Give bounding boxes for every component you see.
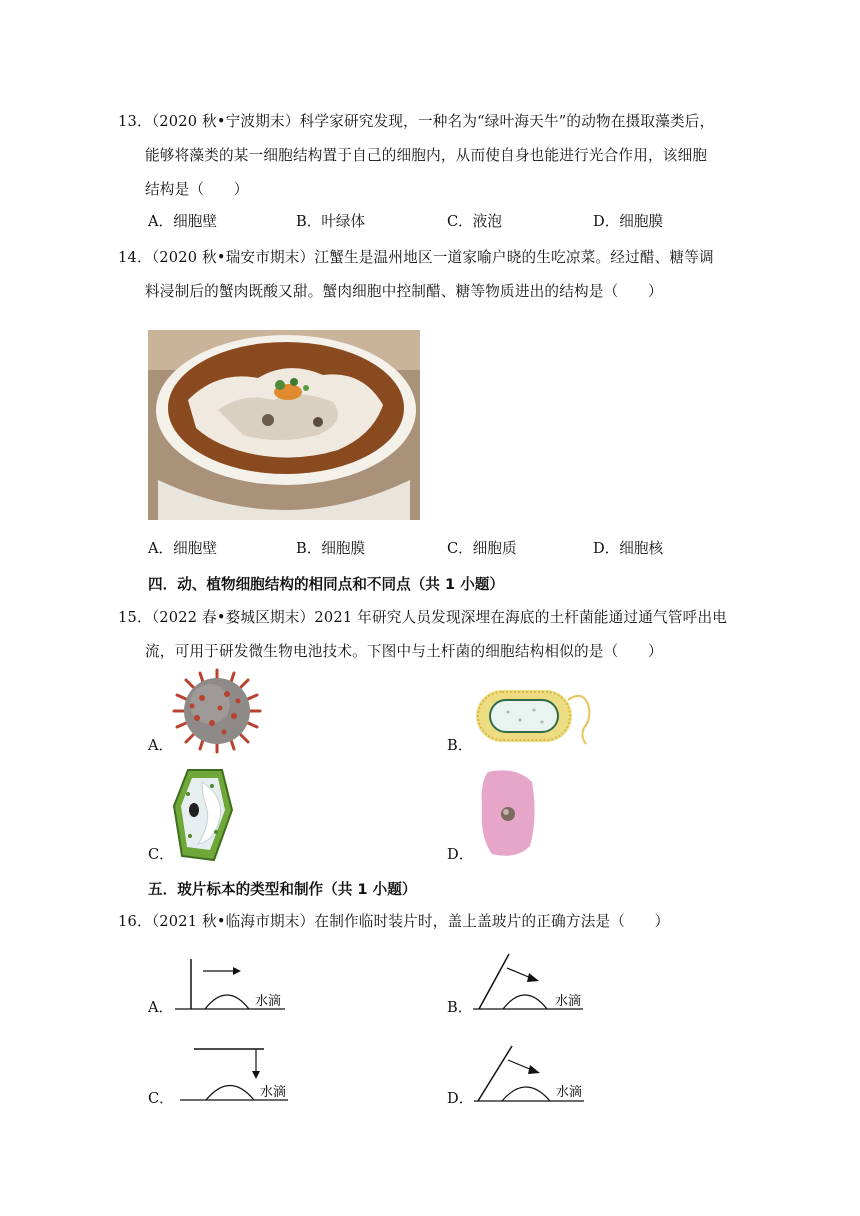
question-15-line-1: 15．（2022 春•婺城区期末）2021 年研究人员发现深埋在海底的土杆菌能通过通气管呼出电 bbox=[118, 609, 728, 626]
q16-option-a: A． bbox=[148, 999, 174, 1016]
q15-option-d: D． bbox=[447, 846, 474, 863]
virus-image bbox=[172, 668, 262, 754]
question-16 bbox=[118, 905, 738, 939]
q16-option-c: C． bbox=[148, 1090, 174, 1107]
q14-option-d: D．细胞核 bbox=[593, 540, 664, 557]
q14-option-c: C．细胞质 bbox=[447, 540, 517, 557]
coverslip-diagram-c bbox=[180, 1045, 300, 1105]
coverslip-diagram-a bbox=[175, 955, 295, 1015]
bacterium-image bbox=[470, 682, 600, 752]
section-5-heading: 五．玻片标本的类型和制作（共 1 小题） bbox=[148, 881, 417, 898]
droplet-label: 水滴 bbox=[255, 994, 282, 1009]
question-15 bbox=[118, 601, 738, 669]
coverslip-diagram-b bbox=[473, 950, 593, 1015]
question-14-line-1: 14．（2020 秋•瑞安市期末）江蟹生是温州地区一道家喻户晓的生吃凉菜。经过醋、糖等调 bbox=[118, 249, 714, 266]
question-13-line-2: 能够将藻类的某一细胞结构置于自己的细胞内，从而使自身也能进行光合作用，该细胞 bbox=[145, 147, 708, 164]
question-14-line-2: 料浸制后的蟹肉既酸又甜。蟹肉细胞中控制醋、糖等物质进出的结构是（ ） bbox=[145, 283, 663, 300]
question-16-line-1: 16．（2021 秋•临海市期末）在制作临时装片时，盖上盖玻片的正确方法是（ ） bbox=[118, 913, 670, 930]
q14-option-b: B．细胞膜 bbox=[296, 540, 366, 557]
crab-dish-image bbox=[148, 330, 420, 520]
section-4-heading: 四．动、植物细胞结构的相同点和不同点（共 1 小题） bbox=[148, 576, 504, 593]
question-13-line-1: 13．（2020 秋•宁波期末）科学家研究发现，一种名为“绿叶海天牛”的动物在摄取藻类后， bbox=[118, 113, 715, 130]
question-13 bbox=[118, 105, 738, 207]
animal-cell-image bbox=[476, 768, 540, 860]
droplet-label: 水滴 bbox=[260, 1085, 287, 1100]
q13-option-c: C．液泡 bbox=[447, 213, 502, 230]
q13-option-b: B．叶绿体 bbox=[296, 213, 366, 230]
q16-option-b: B． bbox=[447, 999, 473, 1016]
question-14 bbox=[118, 241, 738, 309]
question-13-line-3: 结构是（ ） bbox=[145, 181, 249, 198]
coverslip-diagram-d bbox=[474, 1040, 594, 1105]
q13-option-d: D．细胞膜 bbox=[593, 213, 664, 230]
q13-option-a: A．细胞壁 bbox=[148, 213, 217, 230]
droplet-label: 水滴 bbox=[556, 1085, 583, 1100]
q15-option-c: C． bbox=[148, 846, 174, 863]
question-15-line-2: 流，可用于研发微生物电池技术。下图中与土杆菌的细胞结构相似的是（ ） bbox=[145, 643, 663, 660]
q15-option-a: A． bbox=[148, 737, 174, 754]
plant-cell-image bbox=[172, 766, 234, 862]
q16-option-d: D． bbox=[447, 1090, 474, 1107]
q14-option-a: A．细胞壁 bbox=[148, 540, 217, 557]
q15-option-b: B． bbox=[447, 737, 473, 754]
droplet-label: 水滴 bbox=[555, 994, 582, 1009]
